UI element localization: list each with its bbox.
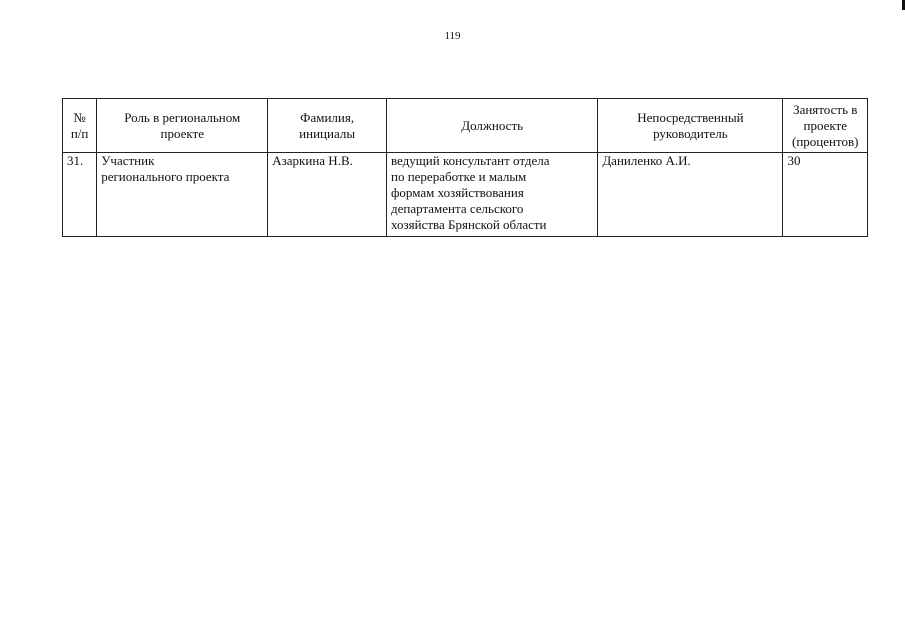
row-supervisor: Даниленко А.И. [598, 153, 783, 237]
header-role: Роль в региональном проекте [97, 99, 268, 153]
row-position: ведущий консультант отдела по переработке и малым формам хозяйствования департамента сельского хозяйства Брянской области [387, 153, 598, 237]
table-header [63, 99, 868, 153]
header-number: № п/п [63, 99, 97, 153]
header-supervisor: Непосредственный руководитель [598, 99, 783, 153]
header-row [63, 99, 868, 153]
header-load: Занятость в проекте (процентов) [783, 99, 868, 153]
page-number: 119 [444, 30, 461, 42]
table-row [63, 153, 868, 237]
row-role: Участник регионального проекта [97, 153, 268, 237]
row-load: 30 [783, 153, 868, 237]
participants-table [62, 98, 868, 237]
row-name: Азаркина Н.В. [268, 153, 387, 237]
header-name: Фамилия, инициалы [268, 99, 387, 153]
header-position: Должность [387, 99, 598, 153]
table-body [63, 153, 868, 237]
row-number: 31. [63, 153, 97, 237]
